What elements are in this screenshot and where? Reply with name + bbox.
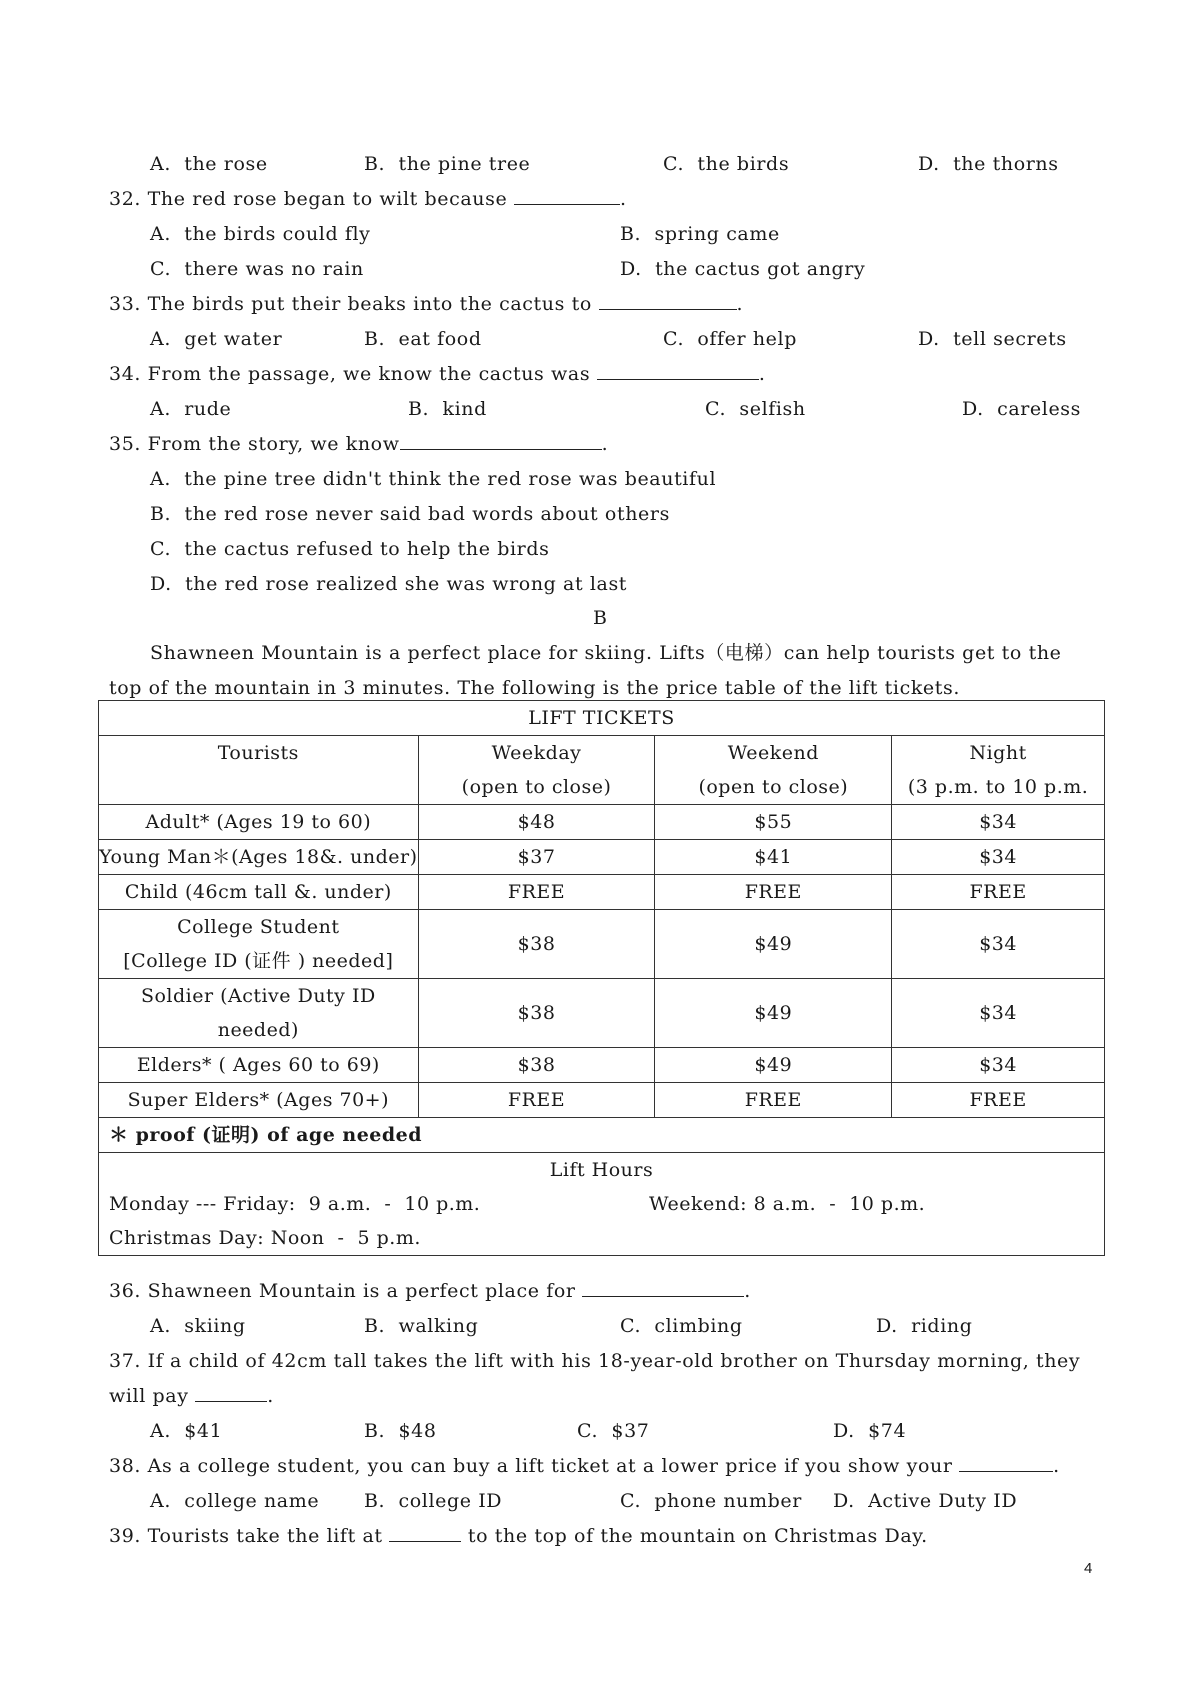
q35-option-a: A. the pine tree didn't think the red rose was beautiful [150,468,717,490]
price-weekday: $38 [418,910,655,979]
price-weekend: $55 [655,805,892,840]
hours-christmas: Christmas Day: Noon - 5 p.m. [109,1227,421,1249]
q34-end: . [758,363,766,385]
row-label: College Student [College ID (证件 ) needed] [99,910,419,979]
price-night: $34 [892,979,1105,1048]
q34-stem: 34. From the passage, we know the cactus was [109,363,591,385]
answer-blank [195,1381,267,1402]
q32-stem: 32. The red rose began to wilt because [109,188,508,210]
row-label: Super Elders* (Ages 70+) [99,1083,419,1118]
price-night: $34 [892,805,1105,840]
price-weekend: FREE [655,1083,892,1118]
price-weekday: FREE [418,1083,655,1118]
answer-blank [959,1451,1053,1472]
table-row [99,875,1105,910]
q35-question [109,428,608,460]
q33-stem: 33. The birds put their beaks into the cactus to [109,293,592,315]
q35-end: . [601,433,609,455]
price-night: FREE [892,1083,1105,1118]
price-weekend: $49 [655,1048,892,1083]
price-weekend: $49 [655,910,892,979]
q32-option-d: D. the cactus got angry [620,258,866,280]
q36-option-d: D. riding [876,1315,973,1337]
price-weekday: $37 [418,840,655,875]
q31-option-b: B. the pine tree [364,153,531,175]
q32-question [109,183,627,215]
q36-option-b: B. walking [364,1315,479,1337]
q35-option-b: B. the red rose never said bad words about others [150,503,670,525]
header-weekday: Weekday (open to close) [418,736,655,805]
price-weekend: $41 [655,840,892,875]
q32-option-c: C. there was no rain [150,258,364,280]
q37-option-d: D. $74 [833,1420,907,1442]
q37-option-a: A. $41 [150,1420,223,1442]
header-night: Night (3 p.m. to 10 p.m. [892,736,1105,805]
header-weekend: Weekend (open to close) [655,736,892,805]
q33-option-d: D. tell secrets [918,328,1067,350]
q34-option-a: A. rude [150,398,232,420]
answer-blank [514,184,620,205]
table-row [99,840,1105,875]
table-row [99,805,1105,840]
lift-ticket-table [98,700,1105,1256]
price-night: FREE [892,875,1105,910]
table-row [99,1083,1105,1118]
q38-question [109,1450,1060,1482]
q37-option-c: C. $37 [577,1420,650,1442]
q34-option-b: B. kind [408,398,487,420]
q33-end: . [736,293,744,315]
row-label: Soldier (Active Duty ID needed) [99,979,419,1048]
answer-blank [400,429,602,450]
price-weekday: $38 [418,1048,655,1083]
q34-question [109,358,765,390]
page-number: 4 [1084,1560,1093,1577]
q33-option-c: C. offer help [663,328,797,350]
hours-weekend: Weekend: 8 a.m. - 10 p.m. [649,1193,926,1215]
q37-question: 37. If a child of 42cm tall takes the lift with his 18-year-old brother on Thursday morning, they [109,1350,1081,1372]
q31-option-a: A. the rose [150,153,268,175]
q34-option-c: C. selfish [705,398,806,420]
q31-option-d: D. the thorns [918,153,1059,175]
table-row [99,1048,1105,1083]
price-weekend: FREE [655,875,892,910]
q38-stem: 38. As a college student, you can buy a lift ticket at a lower price if you show your [109,1455,953,1477]
q37-stem2: will pay [109,1385,189,1407]
q37-option-b: B. $48 [364,1420,437,1442]
section-heading: B [593,607,607,629]
row-label: Child (46cm tall &. under) [99,875,419,910]
lift-hours-title: Lift Hours [549,1159,654,1181]
header-tourists: Tourists [99,736,419,805]
table-title: LIFT TICKETS [99,701,1105,736]
q35-option-c: C. the cactus refused to help the birds [150,538,550,560]
answer-blank [389,1521,461,1542]
q38-option-a: A. college name [150,1490,320,1512]
q32-end: . [619,188,627,210]
q36-end: . [744,1280,751,1302]
q32-option-b: B. spring came [620,223,780,245]
q38-end: . [1053,1455,1060,1477]
q36-option-a: A. skiing [150,1315,246,1337]
q33-option-a: A. get water [150,328,283,350]
answer-blank [599,289,737,310]
lift-hours [99,1153,1105,1256]
q37-end: . [267,1385,274,1407]
row-label: Young Man＊(Ages 18&. under) [99,840,419,875]
price-night: $34 [892,910,1105,979]
hours-weekday: Monday --- Friday: 9 a.m. - 10 p.m. [109,1193,481,1215]
age-proof-note: ＊ proof (证明) of age needed [99,1118,1105,1153]
q39-stem-end: to the top of the mountain on Christmas Day. [467,1525,928,1547]
q39-stem: 39. Tourists take the lift at [109,1525,383,1547]
q33-question [109,288,743,320]
q36-option-c: C. climbing [620,1315,743,1337]
q38-option-c: C. phone number [620,1490,802,1512]
table-row [99,910,1105,979]
price-night: $34 [892,840,1105,875]
q38-option-b: B. college ID [364,1490,503,1512]
answer-blank [597,359,759,380]
price-weekday: $38 [418,979,655,1048]
answer-blank [582,1276,744,1297]
q36-stem: 36. Shawneen Mountain is a perfect place for [109,1280,576,1302]
table-row [99,979,1105,1048]
intro-line-2: top of the mountain in 3 minutes. The following is the price table of the lift tickets. [109,677,960,699]
q35-option-d: D. the red rose realized she was wrong at last [150,573,628,595]
q39-question [109,1520,928,1552]
price-weekday: FREE [418,875,655,910]
q36-question [109,1275,751,1307]
q33-option-b: B. eat food [364,328,482,350]
q38-option-d: D. Active Duty ID [833,1490,1018,1512]
q32-option-a: A. the birds could fly [150,223,371,245]
row-label: Adult* (Ages 19 to 60) [99,805,419,840]
price-weekend: $49 [655,979,892,1048]
q34-option-d: D. careless [962,398,1081,420]
price-night: $34 [892,1048,1105,1083]
row-label: Elders* ( Ages 60 to 69) [99,1048,419,1083]
intro-line-1: Shawneen Mountain is a perfect place for skiing. Lifts（电梯）can help tourists get to the [150,642,1062,664]
q31-option-c: C. the birds [663,153,790,175]
q37-question-cont [109,1380,274,1412]
price-weekday: $48 [418,805,655,840]
q35-stem: 35. From the story, we know [109,433,400,455]
